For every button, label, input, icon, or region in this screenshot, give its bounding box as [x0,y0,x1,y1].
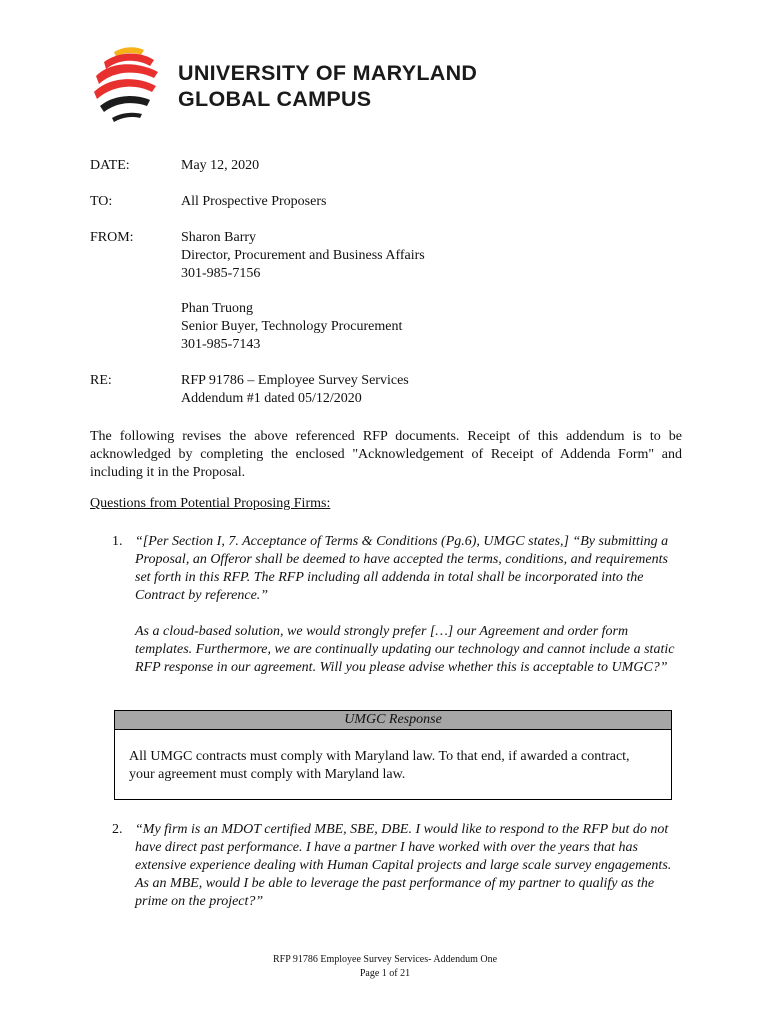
logo-wordmark [178,60,477,112]
re-line-2: Addendum #1 dated 05/12/2020 [181,391,362,406]
from-label: FROM: [90,230,134,245]
question-1-followup: As a cloud-based solution, we would strongly prefer […] our Agreement and order form templates. Furthermore, we are continually updating our technology and cannot include a static RFP response in our agreement. Will you please advise whether this is acceptable to UMGC?” [135,624,675,675]
from-person-1-name: Sharon Barry [181,230,257,245]
from-person-1-title: Director, Procurement and Business Affairs [181,248,425,263]
question-2-text: “My firm is an MDOT certified MBE, SBE, DBE. I would like to respond to the RFP but do not have direct past performance. I have a partner I have worked with over the years that has extensive experience dealing with Human Capital projects and large scale survey engagements. As an MBE, would I be able to leverage the past performance of my partner to qualify as the prime on the project?” [135,822,672,909]
re-value [181,372,409,408]
from-person-2-title: Senior Buyer, Technology Procurement [181,319,403,334]
re-line-1: RFP 91786 – Employee Survey Services [181,373,409,388]
to-value: All Prospective Proposers [181,194,327,209]
intro-paragraph: The following revises the above referenced RFP documents. Receipt of this addendum is to be acknowledged by completing the enclosed "Acknowledgement of Receipt of Addenda Form" and including it in the Proposal. [90,429,682,480]
response-box-1 [114,710,672,800]
university-logo [92,44,512,124]
from-person-1-phone: 301-985-7156 [181,266,261,281]
from-person-2-name: Phan Truong [181,301,253,316]
from-person-1 [181,229,425,283]
re-label: RE: [90,373,112,388]
date-label: DATE: [90,158,130,173]
logo-swoosh-icon [92,44,167,124]
to-label: TO: [90,194,113,209]
response-text: All UMGC contracts must comply with Maryland law. To that end, if awarded a contract, your agreement must comply with Maryland law. [129,749,630,782]
from-person-2 [181,300,402,354]
footer-page-number: Page 1 of 21 [359,968,411,979]
response-heading: UMGC Response [115,711,671,730]
logo-line-1: UNIVERSITY OF MARYLAND [178,61,478,85]
from-person-2-phone: 301-985-7143 [181,337,261,352]
footer-title: RFP 91786 Employee Survey Services- Addendum One [272,954,498,965]
logo-line-2: GLOBAL CAMPUS [178,87,372,111]
date-value: May 12, 2020 [181,158,260,173]
questions-heading: Questions from Potential Proposing Firms: [90,496,331,511]
question-1-number: 1. [112,534,123,549]
question-2-number: 2. [112,822,123,837]
question-1-text: “[Per Section I, 7. Acceptance of Terms & Conditions (Pg.6), UMGC states,] “By submitting a Proposal, an Offeror shall be deemed to have accepted the terms, conditions, and requirements set forth in this RFP. The RFP including all addenda in total shall be incorporated into the Contract by reference.” [135,534,669,603]
